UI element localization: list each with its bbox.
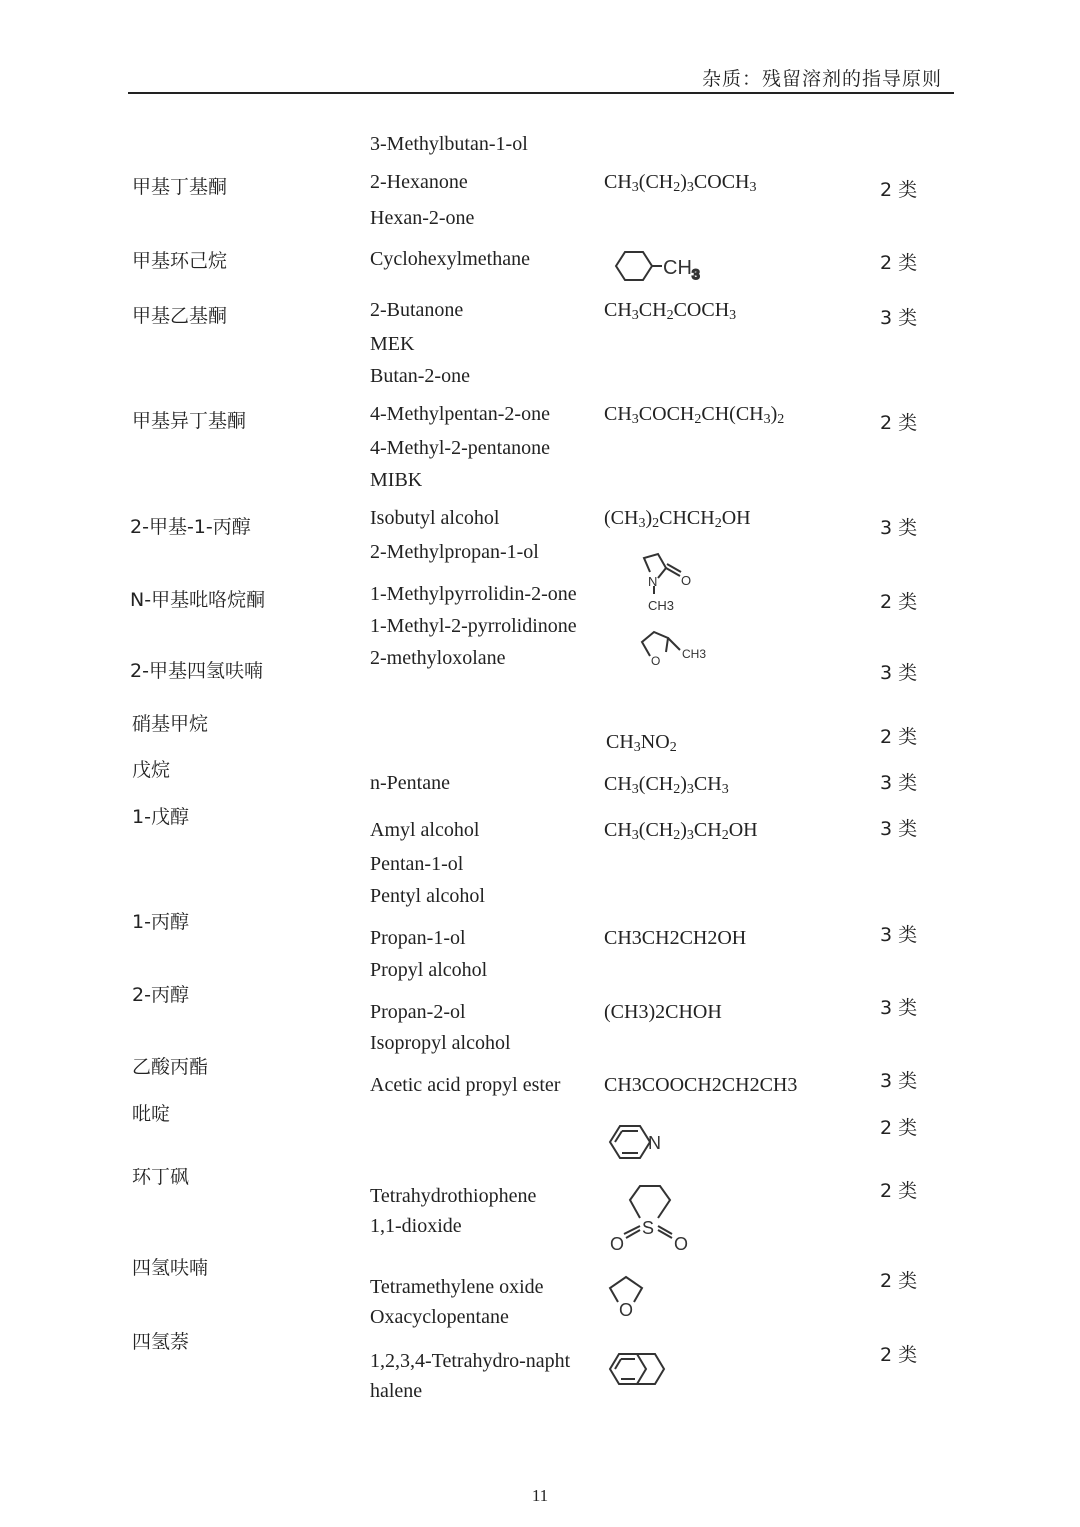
atom-label: N <box>648 1133 661 1153</box>
solvent-class: 2 类 <box>880 726 918 748</box>
page-number: 11 <box>531 1486 549 1505</box>
chemical-formula: $CH_3(CH_2)_3CH_3$ <box>604 773 729 797</box>
tetralin-structure <box>606 1348 680 1392</box>
sulfolane-structure <box>606 1182 692 1256</box>
chinese-name: 2-甲基-1-丙醇 <box>130 516 251 538</box>
english-name: n-Pentane <box>370 772 450 794</box>
chinese-name: 乙酸丙酯 <box>132 1056 209 1078</box>
english-name: Isobutyl alcohol <box>370 507 500 529</box>
solvent-class: 3 类 <box>880 924 918 946</box>
atom-label: S <box>642 1218 655 1238</box>
english-name: 4-Methyl-2-pentanone <box>370 437 550 459</box>
english-name: 1-Methylpyrrolidin-2-one <box>370 583 577 605</box>
english-name: 4-Methylpentan-2-one <box>370 403 550 425</box>
english-name: Butan-2-one <box>370 365 470 387</box>
chemical-formula: CH3COOCH2CH2CH3 <box>604 1074 798 1096</box>
chinese-name: 环丁砜 <box>132 1166 190 1188</box>
solvent-class: 3 类 <box>880 662 918 684</box>
solvent-class: 3 类 <box>880 1070 918 1092</box>
chinese-name: 戊烷 <box>132 759 171 781</box>
english-name: 2-Butanone <box>370 299 464 321</box>
english-name: MIBK <box>370 469 423 491</box>
chinese-name: 2-丙醇 <box>132 984 189 1006</box>
english-name: Hexan-2-one <box>370 207 475 229</box>
chemical-formula: $CH_3CH_2COCH_3$ <box>604 299 737 323</box>
chemical-formula: $CH_3(CH_2)_3CH_2OH$ <box>604 819 758 843</box>
english-name: Cyclohexylmethane <box>370 248 530 270</box>
solvent-class: 2 类 <box>880 1344 918 1366</box>
solvent-class: 3 类 <box>880 307 918 329</box>
chemical-formula: $CH_3COCH_2CH(CH_3)_2$ <box>604 403 785 427</box>
atom-label: O <box>674 1234 689 1254</box>
chinese-name: 1-戊醇 <box>132 806 189 828</box>
n-methylpyrrolidinone-structure <box>636 552 706 618</box>
chinese-name: 甲基丁基酮 <box>132 176 228 198</box>
atom-label: O <box>681 573 692 588</box>
solvent-class: 2 类 <box>880 1117 918 1139</box>
chinese-name: 吡啶 <box>132 1103 171 1125</box>
solvent-class: 2 类 <box>880 412 918 434</box>
header-title: 杂质：残留溶剂的指导原则 <box>701 69 942 90</box>
atom-label: O <box>651 654 661 668</box>
english-name: Pentan-1-ol <box>370 853 464 875</box>
atom-label: O <box>619 1300 634 1320</box>
chinese-name: 2-甲基四氢呋喃 <box>130 660 263 682</box>
pyridine-structure <box>606 1118 670 1168</box>
chemical-formula: (CH3)2CHOH <box>604 1001 722 1023</box>
chinese-name: 四氢萘 <box>132 1331 190 1353</box>
english-name: 1-Methyl-2-pyrrolidinone <box>370 615 577 637</box>
structure-label: $CH_3$ <box>663 257 700 282</box>
methyloxolane-structure <box>638 628 710 668</box>
english-name: MEK <box>370 333 415 355</box>
english-name: Propan-1-ol <box>370 927 466 949</box>
chinese-name: 甲基乙基酮 <box>132 305 228 327</box>
chinese-name: 甲基环己烷 <box>132 250 228 272</box>
chemical-formula: $CH_3(CH_2)_3COCH_3$ <box>604 171 757 195</box>
english-name: Acetic acid propyl ester <box>370 1074 561 1096</box>
solvent-class: 2 类 <box>880 179 918 201</box>
solvent-class: 3 类 <box>880 997 918 1019</box>
chinese-name: 1-丙醇 <box>132 911 189 933</box>
atom-label: CH3 <box>648 598 675 613</box>
atom-label: N <box>648 574 658 589</box>
english-name: Pentyl alcohol <box>370 885 485 907</box>
english-name: 3-Methylbutan-1-ol <box>370 133 528 155</box>
english-name: Tetrahydrothiophene <box>370 1185 537 1207</box>
methylcyclohexane-structure <box>606 245 706 287</box>
chinese-name: 甲基异丁基酮 <box>132 410 247 432</box>
solvent-class: 3 类 <box>880 517 918 539</box>
english-name: 1,2,3,4-Tetrahydro-napht <box>370 1350 571 1372</box>
solvent-class: 2 类 <box>880 591 918 613</box>
english-name: Oxacyclopentane <box>370 1306 509 1328</box>
solvent-class: 3 类 <box>880 772 918 794</box>
english-name: 2-methyloxolane <box>370 647 506 669</box>
english-name: Amyl alcohol <box>370 819 480 841</box>
atom-label: O <box>610 1234 625 1254</box>
english-name: Isopropyl alcohol <box>370 1032 511 1054</box>
tetrahydrofuran-structure <box>606 1274 648 1320</box>
english-name: Propan-2-ol <box>370 1001 466 1023</box>
chemical-formula: $CH_3NO_2$ <box>606 731 677 755</box>
page-header <box>128 60 954 94</box>
solvent-class: 2 类 <box>880 1270 918 1292</box>
english-name: halene <box>370 1380 423 1402</box>
english-name: Tetramethylene oxide <box>370 1276 544 1298</box>
atom-label: CH3 <box>682 647 707 661</box>
english-name: 1,1-dioxide <box>370 1215 462 1237</box>
chinese-name: 四氢呋喃 <box>132 1257 209 1279</box>
english-name: 2-Hexanone <box>370 171 468 193</box>
chinese-name: 硝基甲烷 <box>132 713 209 735</box>
english-name: 2-Methylpropan-1-ol <box>370 541 539 563</box>
chemical-formula: $(CH_3)_2CHCH_2OH$ <box>604 507 751 531</box>
english-name: Propyl alcohol <box>370 959 488 981</box>
solvent-class: 2 类 <box>880 1180 918 1202</box>
chinese-name: N-甲基吡咯烷酮 <box>130 589 266 611</box>
solvent-class: 2 类 <box>880 252 918 274</box>
chemical-formula: CH3CH2CH2OH <box>604 927 747 949</box>
solvent-class: 3 类 <box>880 818 918 840</box>
